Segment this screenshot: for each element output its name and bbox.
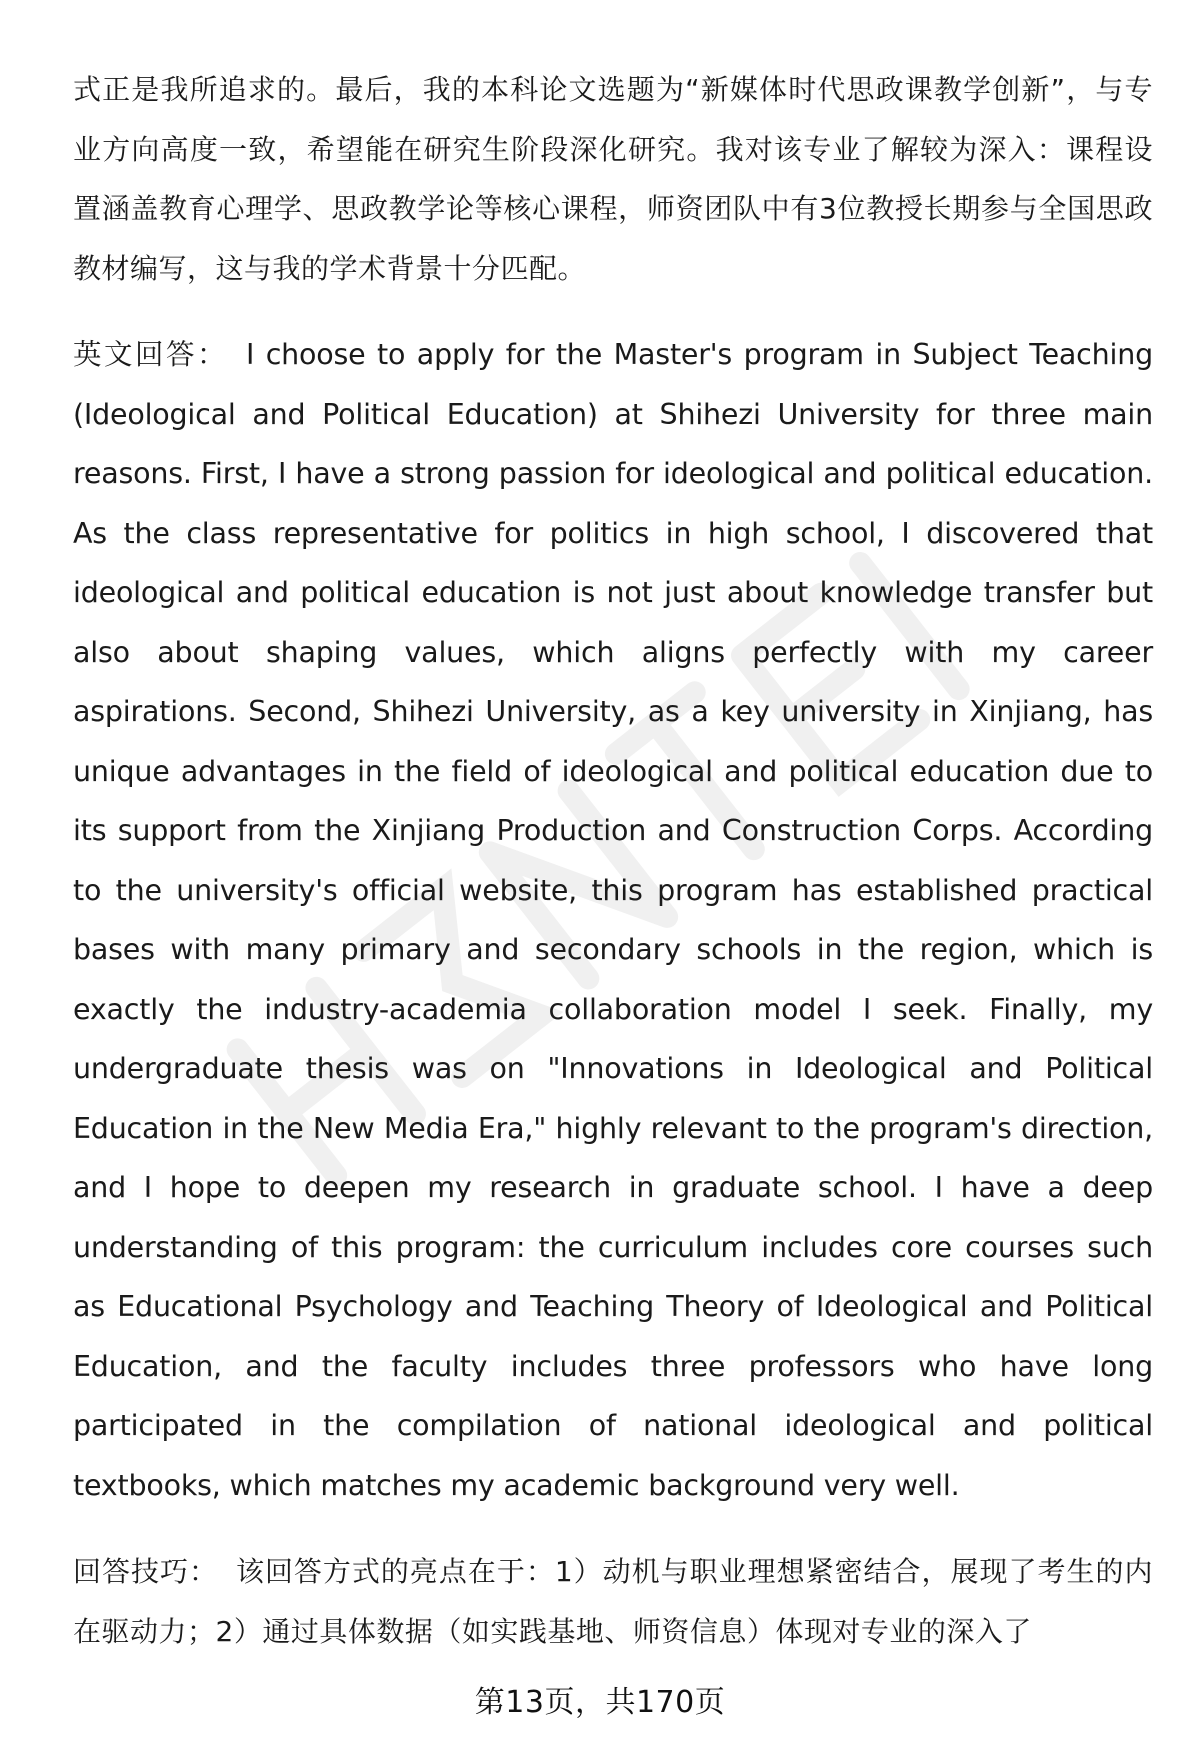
paragraph-answer-tips xyxy=(73,1542,1153,1661)
answer-tips-label: 回答技巧： xyxy=(73,1555,218,1588)
paragraph-chinese-answer: 式正是我所追求的。最后，我的本科论文选题为“新媒体时代思政课教学创新”，与专业方向高度一致，希望能在研究生阶段深化研究。我对该专业了解较为深入：课程设置涵盖教育心理学、思政教学论等核心课程，师资团队中有3位教授长期参与全国思政教材编写，这与我的学术背景十分匹配。 xyxy=(73,73,1153,285)
document-body xyxy=(73,60,1153,1661)
english-answer-text: I choose to apply for the Master's program in Subject Teaching (Ideological and Political Education) at Shihezi University for three main reasons. First, I have a strong passion for ideological and political education. As the class representative for politics in high school, I discovered that ideological and political education is not just about knowledge transfer but also about shaping values, which aligns perfectly with my career aspirations. Second, Shihezi University, as a key university in Xinjiang, has unique advantages in the field of ideological and political education due to its support from the Xinjiang Production and Construction Corps. According to the university's official website, this program has established practical bases with many primary and secondary schools in the region, which is exactly the industry-academia collaboration model I seek. Finally, my undergraduate thesis was on "Innovations in Ideological and Political Education in the New Media Era," highly relevant to the program's direction, and I hope to deepen my research in graduate school. I have a deep understanding of this program: the curriculum includes core courses such as Educational Psychology and Teaching Theory of Ideological and Political Education, and the faculty includes three professors who have long participated in the compilation of national ideological and political textbooks, which matches my academic background very well. xyxy=(73,338,1153,1502)
answer-tips-text: 该回答方式的亮点在于：1）动机与职业理想紧密结合，展现了考生的内在驱动力；2）通过具体数据（如实践基地、师资信息）体现对专业的深入了 xyxy=(73,1555,1153,1648)
paragraph-english-answer xyxy=(73,325,1153,1515)
english-answer-label: 英文回答： xyxy=(73,338,228,371)
page-number: 第13页，共170页 xyxy=(474,1685,726,1720)
